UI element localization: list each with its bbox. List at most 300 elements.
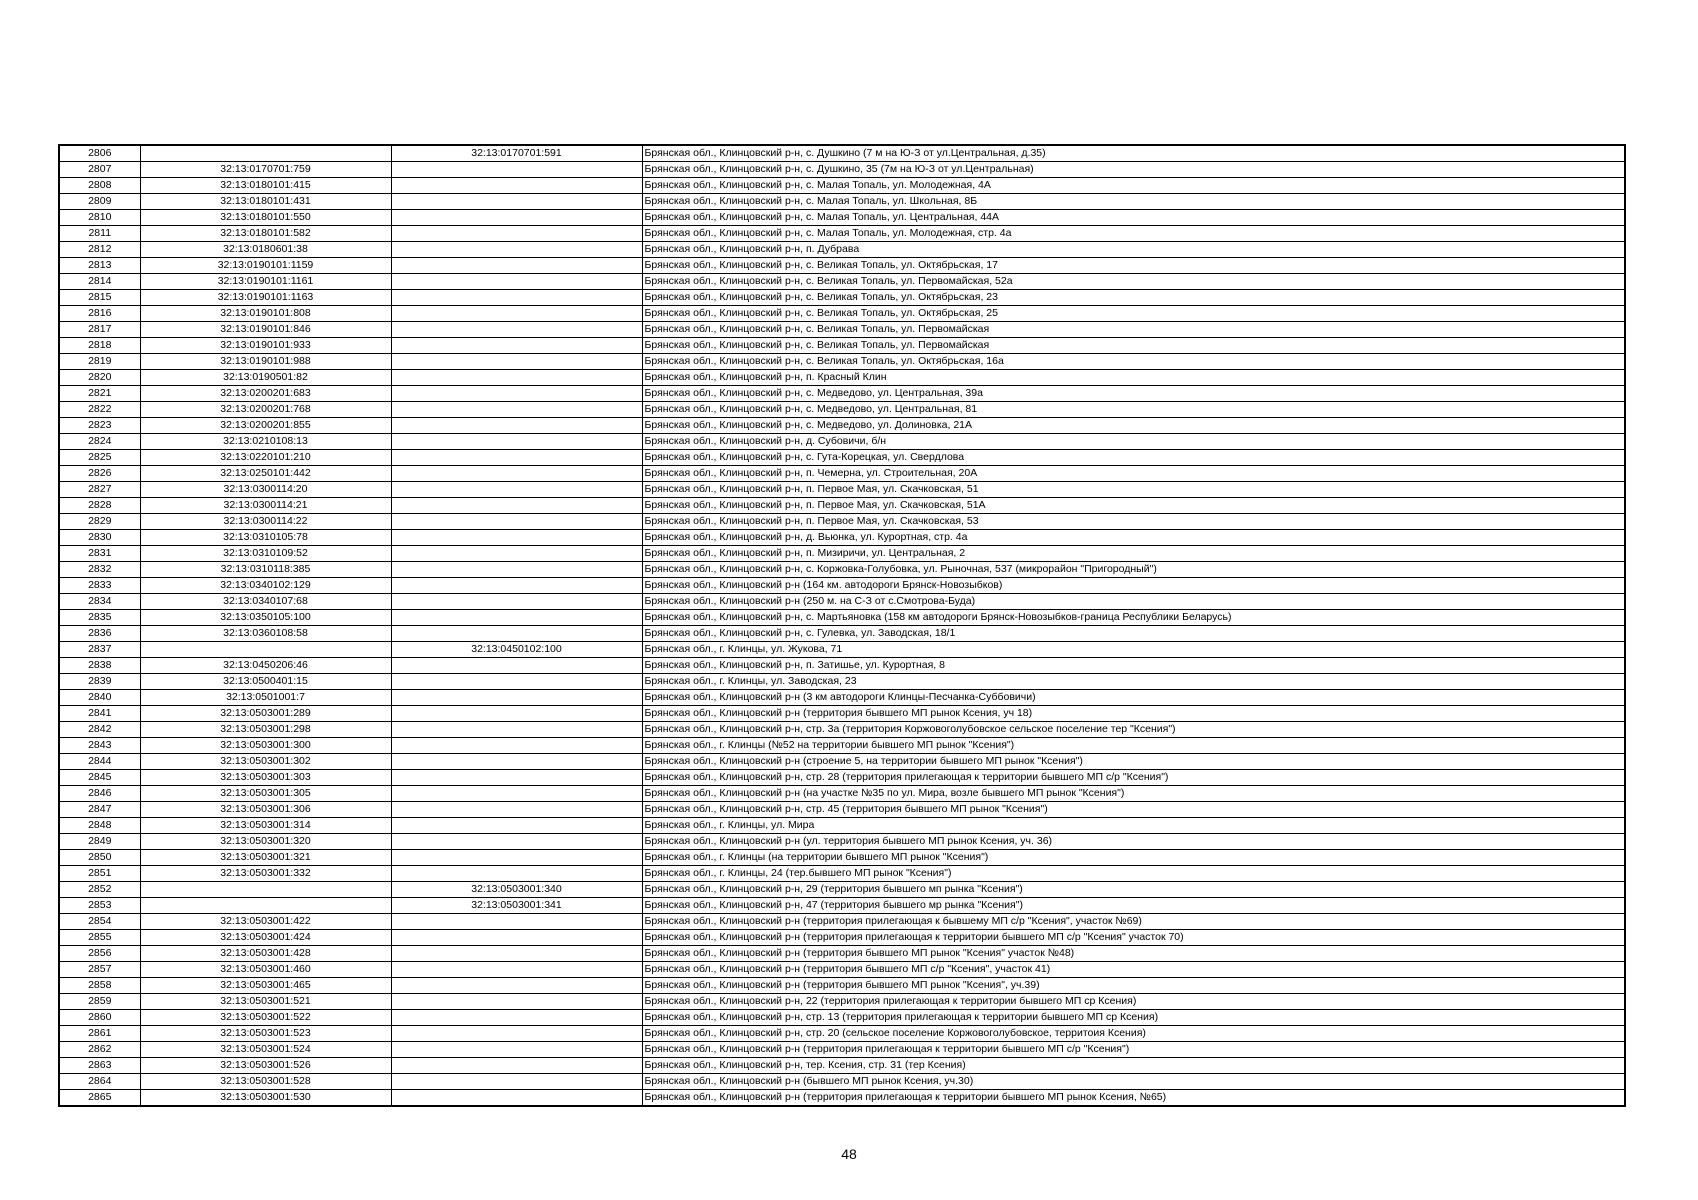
cadastral-number-alt (391, 514, 642, 530)
row-number: 2810 (59, 210, 140, 226)
cadastral-number: 32:13:0503001:320 (140, 834, 391, 850)
table-row (59, 914, 1625, 930)
table-row (59, 418, 1625, 434)
table-row (59, 1074, 1625, 1090)
table-row (59, 978, 1625, 994)
row-number: 2858 (59, 978, 140, 994)
row-number: 2849 (59, 834, 140, 850)
cadastral-number: 32:13:0503001:523 (140, 1026, 391, 1042)
cadastral-number-alt (391, 306, 642, 322)
row-number: 2824 (59, 434, 140, 450)
row-number: 2857 (59, 962, 140, 978)
table-row (59, 210, 1625, 226)
row-number: 2819 (59, 354, 140, 370)
address: Брянская обл., Клинцовский р-н, стр. 13 (территория прилегающая к территории бывшего МП ср Ксения) (642, 1010, 1625, 1026)
row-number: 2841 (59, 706, 140, 722)
cadastral-number (140, 882, 391, 898)
row-number: 2860 (59, 1010, 140, 1026)
address: Брянская обл., Клинцовский р-н, с. Гулевка, ул. Заводская, 18/1 (642, 626, 1625, 642)
address: Брянская обл., Клинцовский р-н, с. Душкино, 35 (7м на Ю-З от ул.Центральная) (642, 162, 1625, 178)
cadastral-number-alt (391, 194, 642, 210)
row-number: 2847 (59, 802, 140, 818)
table-row (59, 402, 1625, 418)
row-number: 2818 (59, 338, 140, 354)
table-row (59, 226, 1625, 242)
row-number: 2812 (59, 242, 140, 258)
table-row (59, 194, 1625, 210)
cadastral-number-alt (391, 242, 642, 258)
address: Брянская обл., Клинцовский р-н (территория прилегающая к бывшему МП с/р "Ксения", участок №69) (642, 914, 1625, 930)
table-row (59, 834, 1625, 850)
cadastral-number: 32:13:0503001:524 (140, 1042, 391, 1058)
row-number: 2826 (59, 466, 140, 482)
row-number: 2832 (59, 562, 140, 578)
address: Брянская обл., Клинцовский р-н, с. Коржовка-Голубовка, ул. Рыночная, 537 (микрорайон "Пригородный") (642, 562, 1625, 578)
table-row (59, 450, 1625, 466)
cadastral-number: 32:13:0310105:78 (140, 530, 391, 546)
address: Брянская обл., Клинцовский р-н, п. Первое Мая, ул. Скачковская, 53 (642, 514, 1625, 530)
cadastral-number-alt (391, 1074, 642, 1090)
row-number: 2822 (59, 402, 140, 418)
cadastral-number: 32:13:0503001:321 (140, 850, 391, 866)
cadastral-number: 32:13:0180101:550 (140, 210, 391, 226)
cadastral-number-alt (391, 562, 642, 578)
table-row (59, 722, 1625, 738)
table-row (59, 386, 1625, 402)
row-number: 2811 (59, 226, 140, 242)
cadastral-number-alt (391, 994, 642, 1010)
address: Брянская обл., Клинцовский р-н (3 км автодороги Клинцы-Песчанка-Суббовичи) (642, 690, 1625, 706)
table-row (59, 498, 1625, 514)
cadastral-number-alt (391, 626, 642, 642)
cadastral-number: 32:13:0210108:13 (140, 434, 391, 450)
address: Брянская обл., Клинцовский р-н, 22 (территория прилегающая к территории бывшего МП ср Ксения) (642, 994, 1625, 1010)
cadastral-number: 32:13:0503001:305 (140, 786, 391, 802)
row-number: 2844 (59, 754, 140, 770)
row-number: 2814 (59, 274, 140, 290)
cadastral-number: 32:13:0190101:1159 (140, 258, 391, 274)
row-number: 2833 (59, 578, 140, 594)
cadastral-number: 32:13:0190101:808 (140, 306, 391, 322)
table-row (59, 322, 1625, 338)
address: Брянская обл., Клинцовский р-н (250 м. на С-З от с.Смотрова-Буда) (642, 594, 1625, 610)
row-number: 2825 (59, 450, 140, 466)
cadastral-number: 32:13:0503001:289 (140, 706, 391, 722)
cadastral-number: 32:13:0200201:683 (140, 386, 391, 402)
table-row (59, 1042, 1625, 1058)
address: Брянская обл., г. Клинцы, ул. Заводская, 23 (642, 674, 1625, 690)
cadastral-number-alt (391, 818, 642, 834)
address: Брянская обл., Клинцовский р-н, стр. 20 (сельское поселение Коржовоголубовское, территоия Ксения) (642, 1026, 1625, 1042)
row-number: 2831 (59, 546, 140, 562)
row-number: 2828 (59, 498, 140, 514)
cadastral-number-alt (391, 786, 642, 802)
address: Брянская обл., Клинцовский р-н, п. Затишье, ул. Курортная, 8 (642, 658, 1625, 674)
table-row (59, 466, 1625, 482)
cadastral-number-alt (391, 338, 642, 354)
cadastral-number: 32:13:0350105:100 (140, 610, 391, 626)
cadastral-number: 32:13:0220101:210 (140, 450, 391, 466)
cadastral-number: 32:13:0450206:46 (140, 658, 391, 674)
cadastral-number-alt (391, 370, 642, 386)
cadastral-number-alt: 32:13:0503001:340 (391, 882, 642, 898)
cadastral-number (140, 145, 391, 162)
table-row (59, 258, 1625, 274)
cadastral-number-alt (391, 1058, 642, 1074)
table-row (59, 642, 1625, 658)
table-row (59, 754, 1625, 770)
cadastral-number-alt (391, 802, 642, 818)
cadastral-number: 32:13:0340102:129 (140, 578, 391, 594)
address: Брянская обл., Клинцовский р-н, п. Мизиричи, ул. Центральная, 2 (642, 546, 1625, 562)
address: Брянская обл., Клинцовский р-н, тер. Ксения, стр. 31 (тер Ксения) (642, 1058, 1625, 1074)
cadastral-number-alt (391, 578, 642, 594)
cadastral-number: 32:13:0190101:933 (140, 338, 391, 354)
row-number: 2842 (59, 722, 140, 738)
cadastral-number-alt (391, 610, 642, 626)
row-number: 2861 (59, 1026, 140, 1042)
cadastral-number: 32:13:0360108:58 (140, 626, 391, 642)
cadastral-number: 32:13:0503001:298 (140, 722, 391, 738)
address: Брянская обл., Клинцовский р-н, с. Великая Топаль, ул. Октябрьская, 25 (642, 306, 1625, 322)
table-row (59, 434, 1625, 450)
cadastral-number-alt (391, 770, 642, 786)
row-number: 2813 (59, 258, 140, 274)
cadastral-number: 32:13:0190101:1163 (140, 290, 391, 306)
cadastral-number-alt: 32:13:0170701:591 (391, 145, 642, 162)
address: Брянская обл., Клинцовский р-н, д. Вьюнка, ул. Курортная, стр. 4а (642, 530, 1625, 546)
table-row (59, 546, 1625, 562)
address: Брянская обл., Клинцовский р-н (территория прилегающая к территории бывшего МП с/р "Ксения" участок 70) (642, 930, 1625, 946)
table-row (59, 1090, 1625, 1107)
row-number: 2827 (59, 482, 140, 498)
table-row (59, 578, 1625, 594)
cadastral-number: 32:13:0340107:68 (140, 594, 391, 610)
address: Брянская обл., Клинцовский р-н, п. Чемерна, ул. Строительная, 20А (642, 466, 1625, 482)
row-number: 2838 (59, 658, 140, 674)
table-row (59, 1058, 1625, 1074)
row-number: 2809 (59, 194, 140, 210)
cadastral-number: 32:13:0501001:7 (140, 690, 391, 706)
address: Брянская обл., Клинцовский р-н (территория бывшего МП рынок Ксения, уч 18) (642, 706, 1625, 722)
table-row (59, 1010, 1625, 1026)
cadastral-number-alt (391, 258, 642, 274)
row-number: 2854 (59, 914, 140, 930)
address: Брянская обл., Клинцовский р-н, стр. 45 (территория бывшего МП рынок "Ксения") (642, 802, 1625, 818)
row-number: 2840 (59, 690, 140, 706)
address: Брянская обл., Клинцовский р-н, с. Великая Топаль, ул. Первомайская (642, 338, 1625, 354)
table-row (59, 802, 1625, 818)
cadastral-number-alt (391, 210, 642, 226)
address: Брянская обл., Клинцовский р-н (территория бывшего МП рынок "Ксения", уч.39) (642, 978, 1625, 994)
address: Брянская обл., Клинцовский р-н, 29 (территория бывшего мп рынка "Ксения") (642, 882, 1625, 898)
table-row (59, 145, 1625, 162)
cadastral-number: 32:13:0503001:306 (140, 802, 391, 818)
address: Брянская обл., Клинцовский р-н, с. Малая Топаль, ул. Центральная, 44А (642, 210, 1625, 226)
cadastral-number-alt: 32:13:0503001:341 (391, 898, 642, 914)
row-number: 2851 (59, 866, 140, 882)
cadastral-number: 32:13:0503001:302 (140, 754, 391, 770)
address: Брянская обл., Клинцовский р-н, с. Мартьяновка (158 км автодороги Брянск-Новозыбков-граница Республики Беларусь) (642, 610, 1625, 626)
cadastral-number-alt (391, 466, 642, 482)
address: Брянская обл., Клинцовский р-н (бывшего МП рынок Ксения, уч.30) (642, 1074, 1625, 1090)
row-number: 2843 (59, 738, 140, 754)
cadastral-number-alt (391, 1090, 642, 1107)
table-row (59, 274, 1625, 290)
table-row (59, 162, 1625, 178)
cadastral-number-alt: 32:13:0450102:100 (391, 642, 642, 658)
row-number: 2837 (59, 642, 140, 658)
cadastral-number-alt (391, 722, 642, 738)
cadastral-number: 32:13:0503001:314 (140, 818, 391, 834)
table-row (59, 946, 1625, 962)
cadastral-number-alt (391, 290, 642, 306)
row-number: 2853 (59, 898, 140, 914)
table-row (59, 530, 1625, 546)
address: Брянская обл., г. Клинцы, ул. Жукова, 71 (642, 642, 1625, 658)
table-row (59, 962, 1625, 978)
cadastral-number-alt (391, 178, 642, 194)
row-number: 2830 (59, 530, 140, 546)
cadastral-number (140, 898, 391, 914)
table-row (59, 898, 1625, 914)
address: Брянская обл., Клинцовский р-н, стр. 28 (территория прилегающая к территории бывшего МП с/р "Ксения") (642, 770, 1625, 786)
address: Брянская обл., Клинцовский р-н, с. Великая Топаль, ул. Октябрьская, 23 (642, 290, 1625, 306)
address: Брянская обл., Клинцовский р-н, с. Великая Топаль, ул. Октябрьская, 17 (642, 258, 1625, 274)
address: Брянская обл., Клинцовский р-н, с. Медведово, ул. Долиновка, 21А (642, 418, 1625, 434)
cadastral-number: 32:13:0180601:38 (140, 242, 391, 258)
row-number: 2845 (59, 770, 140, 786)
cadastral-number: 32:13:0180101:415 (140, 178, 391, 194)
address: Брянская обл., Клинцовский р-н, с. Медведово, ул. Центральная, 81 (642, 402, 1625, 418)
table-row (59, 738, 1625, 754)
row-number: 2820 (59, 370, 140, 386)
page-number: 48 (841, 1146, 857, 1162)
row-number: 2863 (59, 1058, 140, 1074)
cadastral-number: 32:13:0310109:52 (140, 546, 391, 562)
address: Брянская обл., Клинцовский р-н (территория бывшего МП с/р "Ксения", участок 41) (642, 962, 1625, 978)
address: Брянская обл., Клинцовский р-н, п. Первое Мая, ул. Скачковская, 51 (642, 482, 1625, 498)
table-row (59, 882, 1625, 898)
cadastral-number-alt (391, 1042, 642, 1058)
cadastral-number-alt (391, 450, 642, 466)
cadastral-number-alt (391, 498, 642, 514)
address: Брянская обл., Клинцовский р-н, с. Малая Топаль, ул. Молодежная, стр. 4а (642, 226, 1625, 242)
address: Брянская обл., Клинцовский р-н, с. Великая Топаль, ул. Октябрьская, 16а (642, 354, 1625, 370)
address: Брянская обл., Клинцовский р-н (164 км. автодороги Брянск-Новозыбков) (642, 578, 1625, 594)
table-row (59, 786, 1625, 802)
row-number: 2864 (59, 1074, 140, 1090)
row-number: 2817 (59, 322, 140, 338)
cadastral-number-alt (391, 658, 642, 674)
cadastral-number-alt (391, 322, 642, 338)
table-row (59, 658, 1625, 674)
table-row (59, 562, 1625, 578)
cadastral-number-alt (391, 866, 642, 882)
address: Брянская обл., Клинцовский р-н, стр. 3а (территория Коржовоголубовское сельское поселение тер "Ксения") (642, 722, 1625, 738)
cadastral-number: 32:13:0200201:855 (140, 418, 391, 434)
cadastral-number: 32:13:0503001:526 (140, 1058, 391, 1074)
table-row (59, 338, 1625, 354)
cadastral-number-alt (391, 850, 642, 866)
cadastral-number-alt (391, 402, 642, 418)
row-number: 2835 (59, 610, 140, 626)
cadastral-number-alt (391, 418, 642, 434)
row-number: 2859 (59, 994, 140, 1010)
row-number: 2821 (59, 386, 140, 402)
cadastral-number: 32:13:0503001:522 (140, 1010, 391, 1026)
table-row (59, 850, 1625, 866)
cadastral-number-alt (391, 434, 642, 450)
cadastral-number-alt (391, 754, 642, 770)
cadastral-number: 32:13:0170701:759 (140, 162, 391, 178)
row-number: 2839 (59, 674, 140, 690)
table-body (59, 145, 1625, 1106)
table-row (59, 626, 1625, 642)
table-row (59, 770, 1625, 786)
table-row (59, 178, 1625, 194)
cadastral-number-alt (391, 354, 642, 370)
row-number: 2808 (59, 178, 140, 194)
cadastral-number-alt (391, 594, 642, 610)
cadastral-number-alt (391, 530, 642, 546)
cadastral-number-alt (391, 834, 642, 850)
cadastral-number: 32:13:0300114:22 (140, 514, 391, 530)
cadastral-number-alt (391, 946, 642, 962)
cadastral-number: 32:13:0300114:21 (140, 498, 391, 514)
cadastral-number: 32:13:0300114:20 (140, 482, 391, 498)
cadastral-number: 32:13:0310118:385 (140, 562, 391, 578)
address: Брянская обл., Клинцовский р-н, п. Первое Мая, ул. Скачковская, 51А (642, 498, 1625, 514)
row-number: 2852 (59, 882, 140, 898)
cadastral-number: 32:13:0200201:768 (140, 402, 391, 418)
table-row (59, 242, 1625, 258)
table-row (59, 674, 1625, 690)
row-number: 2807 (59, 162, 140, 178)
cadastral-number: 32:13:0503001:300 (140, 738, 391, 754)
cadastral-number: 32:13:0190501:82 (140, 370, 391, 386)
table-row (59, 994, 1625, 1010)
row-number: 2806 (59, 145, 140, 162)
address: Брянская обл., Клинцовский р-н, п. Красный Клин (642, 370, 1625, 386)
cadastral-number: 32:13:0503001:428 (140, 946, 391, 962)
table-row (59, 706, 1625, 722)
cadastral-number: 32:13:0503001:303 (140, 770, 391, 786)
cadastral-number-alt (391, 978, 642, 994)
address: Брянская обл., Клинцовский р-н, с. Душкино (7 м на Ю-З от ул.Центральная, д.35) (642, 145, 1625, 162)
address: Брянская обл., Клинцовский р-н, с. Великая Топаль, ул. Первомайская, 52а (642, 274, 1625, 290)
address: Брянская обл., г. Клинцы, ул. Мира (642, 818, 1625, 834)
address: Брянская обл., г. Клинцы (№52 на территории бывшего МП рынок "Ксения") (642, 738, 1625, 754)
address: Брянская обл., Клинцовский р-н, п. Дубрава (642, 242, 1625, 258)
table-row (59, 818, 1625, 834)
cadastral-number-alt (391, 690, 642, 706)
cadastral-number: 32:13:0500401:15 (140, 674, 391, 690)
address: Брянская обл., Клинцовский р-н, с. Гута-Корецкая, ул. Свердлова (642, 450, 1625, 466)
cadastral-number: 32:13:0190101:1161 (140, 274, 391, 290)
row-number: 2856 (59, 946, 140, 962)
cadastral-number: 32:13:0503001:465 (140, 978, 391, 994)
cadastral-number-alt (391, 162, 642, 178)
cadastral-number: 32:13:0503001:422 (140, 914, 391, 930)
row-number: 2823 (59, 418, 140, 434)
cadastral-number-alt (391, 706, 642, 722)
address: Брянская обл., г. Клинцы (на территории бывшего МП рынок "Ксения") (642, 850, 1625, 866)
address: Брянская обл., Клинцовский р-н, 47 (территория бывшего мр рынка "Ксения") (642, 898, 1625, 914)
address: Брянская обл., Клинцовский р-н, с. Малая Топаль, ул. Школьная, 8Б (642, 194, 1625, 210)
cadastral-number-alt (391, 1026, 642, 1042)
table-row (59, 1026, 1625, 1042)
address: Брянская обл., Клинцовский р-н (территория прилегающая к территории бывшего МП с/р "Ксения") (642, 1042, 1625, 1058)
cadastral-number: 32:13:0250101:442 (140, 466, 391, 482)
table-row (59, 610, 1625, 626)
table-row (59, 514, 1625, 530)
address: Брянская обл., Клинцовский р-н (строение 5, на территории бывшего МП рынок "Ксения") (642, 754, 1625, 770)
row-number: 2834 (59, 594, 140, 610)
cadastral-number-alt (391, 274, 642, 290)
address: Брянская обл., Клинцовский р-н, д. Субовичи, б/н (642, 434, 1625, 450)
address: Брянская обл., Клинцовский р-н (территория прилегающая к территории бывшего МП рынок Ксения, №65) (642, 1090, 1625, 1107)
property-table (58, 144, 1626, 1107)
cadastral-number: 32:13:0503001:528 (140, 1074, 391, 1090)
cadastral-number-alt (391, 674, 642, 690)
address: Брянская обл., г. Клинцы, 24 (тер.бывшего МП рынок "Ксения") (642, 866, 1625, 882)
cadastral-number: 32:13:0503001:460 (140, 962, 391, 978)
table-row (59, 594, 1625, 610)
table-row (59, 930, 1625, 946)
table-row (59, 290, 1625, 306)
cadastral-number: 32:13:0503001:530 (140, 1090, 391, 1107)
row-number: 2855 (59, 930, 140, 946)
cadastral-number-alt (391, 914, 642, 930)
row-number: 2815 (59, 290, 140, 306)
row-number: 2850 (59, 850, 140, 866)
cadastral-number: 32:13:0190101:846 (140, 322, 391, 338)
cadastral-number: 32:13:0180101:582 (140, 226, 391, 242)
row-number: 2848 (59, 818, 140, 834)
table-row (59, 690, 1625, 706)
row-number: 2862 (59, 1042, 140, 1058)
row-number: 2865 (59, 1090, 140, 1107)
address: Брянская обл., Клинцовский р-н (территория бывшего МП рынок "Ксения" участок №48) (642, 946, 1625, 962)
cadastral-number: 32:13:0180101:431 (140, 194, 391, 210)
row-number: 2829 (59, 514, 140, 530)
cadastral-number-alt (391, 546, 642, 562)
cadastral-number: 32:13:0190101:988 (140, 354, 391, 370)
cadastral-number-alt (391, 738, 642, 754)
address: Брянская обл., Клинцовский р-н (на участке №35 по ул. Мира, возле бывшего МП рынок "Ксения") (642, 786, 1625, 802)
cadastral-number: 32:13:0503001:424 (140, 930, 391, 946)
cadastral-number-alt (391, 226, 642, 242)
cadastral-number-alt (391, 482, 642, 498)
cadastral-number (140, 642, 391, 658)
row-number: 2846 (59, 786, 140, 802)
table-row (59, 306, 1625, 322)
cadastral-number-alt (391, 1010, 642, 1026)
table-row (59, 482, 1625, 498)
table-row (59, 370, 1625, 386)
address: Брянская обл., Клинцовский р-н (ул. территория бывшего МП рынок Ксения, уч. 36) (642, 834, 1625, 850)
row-number: 2836 (59, 626, 140, 642)
table-row (59, 354, 1625, 370)
cadastral-number-alt (391, 386, 642, 402)
table-row (59, 866, 1625, 882)
row-number: 2816 (59, 306, 140, 322)
address: Брянская обл., Клинцовский р-н, с. Великая Топаль, ул. Первомайская (642, 322, 1625, 338)
address: Брянская обл., Клинцовский р-н, с. Медведово, ул. Центральная, 39а (642, 386, 1625, 402)
cadastral-number: 32:13:0503001:521 (140, 994, 391, 1010)
cadastral-number-alt (391, 962, 642, 978)
